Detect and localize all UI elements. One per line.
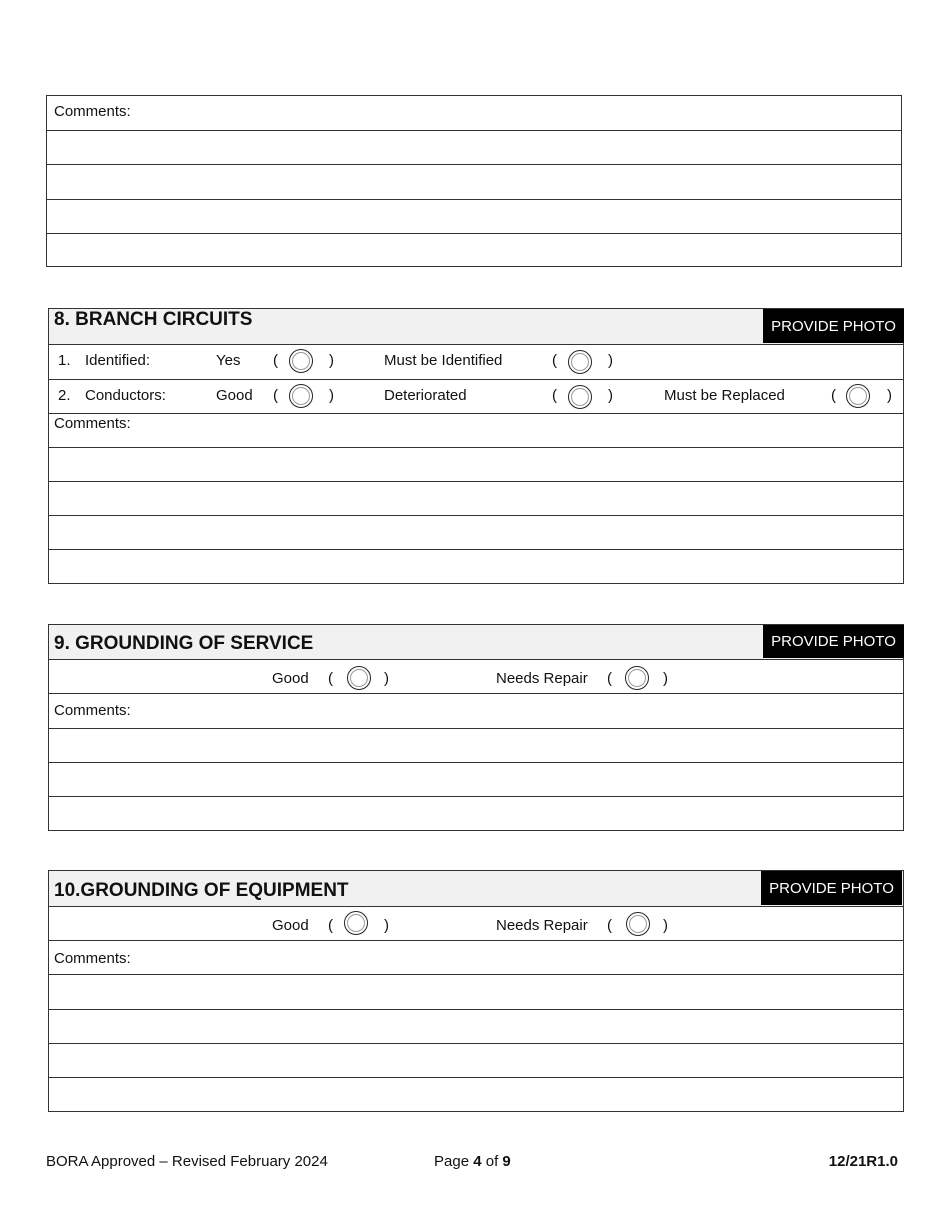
- deteriorated-label: Deteriorated: [384, 387, 467, 404]
- section7-comments-box: [46, 95, 902, 267]
- paren-close: ): [663, 917, 668, 934]
- provide-photo-button[interactable]: PROVIDE PHOTO: [763, 309, 904, 343]
- comments-label: Comments:: [54, 702, 131, 719]
- comment-line[interactable]: [47, 233, 901, 267]
- provide-photo-button[interactable]: PROVIDE PHOTO: [761, 871, 902, 905]
- good-label: Good: [272, 917, 309, 934]
- conductors-label: Conductors:: [85, 387, 166, 404]
- paren-close: ): [329, 352, 334, 369]
- paren-close: ): [887, 387, 892, 404]
- paren-open: (: [552, 352, 557, 369]
- comment-line[interactable]: [49, 515, 903, 549]
- conductors-deteriorated-radio[interactable]: [568, 385, 592, 409]
- footer-form-code: 12/21R1.0: [828, 1153, 898, 1170]
- yes-label: Yes: [216, 352, 241, 369]
- comment-line[interactable]: [49, 1009, 903, 1043]
- needs-repair-label: Needs Repair: [496, 917, 588, 934]
- page-prefix: Page: [434, 1153, 470, 1170]
- section10-header: [49, 871, 903, 906]
- comment-line[interactable]: [49, 762, 903, 796]
- paren-open: (: [328, 917, 333, 934]
- paren-close: ): [608, 352, 613, 369]
- section9-comments-row[interactable]: [49, 693, 903, 728]
- comments-label: Comments:: [54, 103, 131, 120]
- paren-close: ): [384, 917, 389, 934]
- page-current: 4: [473, 1153, 482, 1170]
- equipment-needs-repair-radio[interactable]: [626, 912, 650, 936]
- section10-title: 10.GROUNDING OF EQUIPMENT: [54, 880, 349, 901]
- section9-header: [49, 625, 903, 659]
- comment-line[interactable]: [49, 796, 903, 831]
- good-label: Good: [272, 670, 309, 687]
- comment-line[interactable]: [49, 447, 903, 481]
- paren-open: (: [607, 917, 612, 934]
- comments-label: Comments:: [54, 415, 131, 432]
- paren-open: (: [607, 670, 612, 687]
- footer-approval-text: BORA Approved – Revised February 2024: [46, 1153, 328, 1170]
- service-good-radio[interactable]: [347, 666, 371, 690]
- section8-row-identified: [49, 344, 903, 379]
- page-total: 9: [502, 1153, 511, 1170]
- equipment-good-radio[interactable]: [344, 911, 368, 935]
- section8-title: 8. BRANCH CIRCUITS: [54, 309, 253, 330]
- row-number: 2.: [58, 387, 71, 404]
- good-label: Good: [216, 387, 253, 404]
- paren-open: (: [328, 670, 333, 687]
- section9-title: 9. GROUNDING OF SERVICE: [54, 633, 314, 654]
- comment-line[interactable]: [49, 728, 903, 762]
- footer-page-number: [434, 1153, 511, 1170]
- section9-options-row: [49, 659, 903, 693]
- comment-line[interactable]: [49, 1077, 903, 1112]
- comment-line[interactable]: [49, 549, 903, 584]
- row-number: 1.: [58, 352, 71, 369]
- section8-header: [49, 309, 903, 344]
- paren-open: (: [552, 387, 557, 404]
- section8-comments-row[interactable]: [49, 413, 903, 447]
- identified-yes-radio[interactable]: [289, 349, 313, 373]
- paren-open: (: [831, 387, 836, 404]
- must-be-identified-radio[interactable]: [568, 350, 592, 374]
- section9-grounding-of-service: [48, 624, 904, 831]
- paren-close: ): [608, 387, 613, 404]
- identified-label: Identified:: [85, 352, 151, 369]
- comment-line[interactable]: [49, 974, 903, 1009]
- paren-close: ): [384, 670, 389, 687]
- section10-options-row: [49, 906, 903, 940]
- comment-line[interactable]: [47, 164, 901, 199]
- comments-label: Comments:: [54, 950, 131, 967]
- provide-photo-button[interactable]: PROVIDE PHOTO: [763, 625, 904, 658]
- paren-close: ): [663, 670, 668, 687]
- needs-repair-label: Needs Repair: [496, 670, 588, 687]
- section10-comments-row[interactable]: [49, 940, 903, 974]
- comment-line[interactable]: [49, 481, 903, 515]
- comment-line[interactable]: [47, 199, 901, 233]
- paren-close: ): [329, 387, 334, 404]
- must-be-identified-label: Must be Identified: [384, 352, 503, 369]
- comment-line[interactable]: [47, 130, 901, 164]
- paren-open: (: [273, 387, 278, 404]
- section8-row-conductors: [49, 379, 903, 413]
- section8-branch-circuits: [48, 308, 904, 584]
- must-be-replaced-label: Must be Replaced: [664, 387, 785, 404]
- section10-grounding-of-equipment: [48, 870, 904, 1112]
- must-be-replaced-radio[interactable]: [846, 384, 870, 408]
- page-of: of: [485, 1153, 499, 1170]
- conductors-good-radio[interactable]: [289, 384, 313, 408]
- service-needs-repair-radio[interactable]: [625, 666, 649, 690]
- paren-open: (: [273, 352, 278, 369]
- comment-line[interactable]: [49, 1043, 903, 1077]
